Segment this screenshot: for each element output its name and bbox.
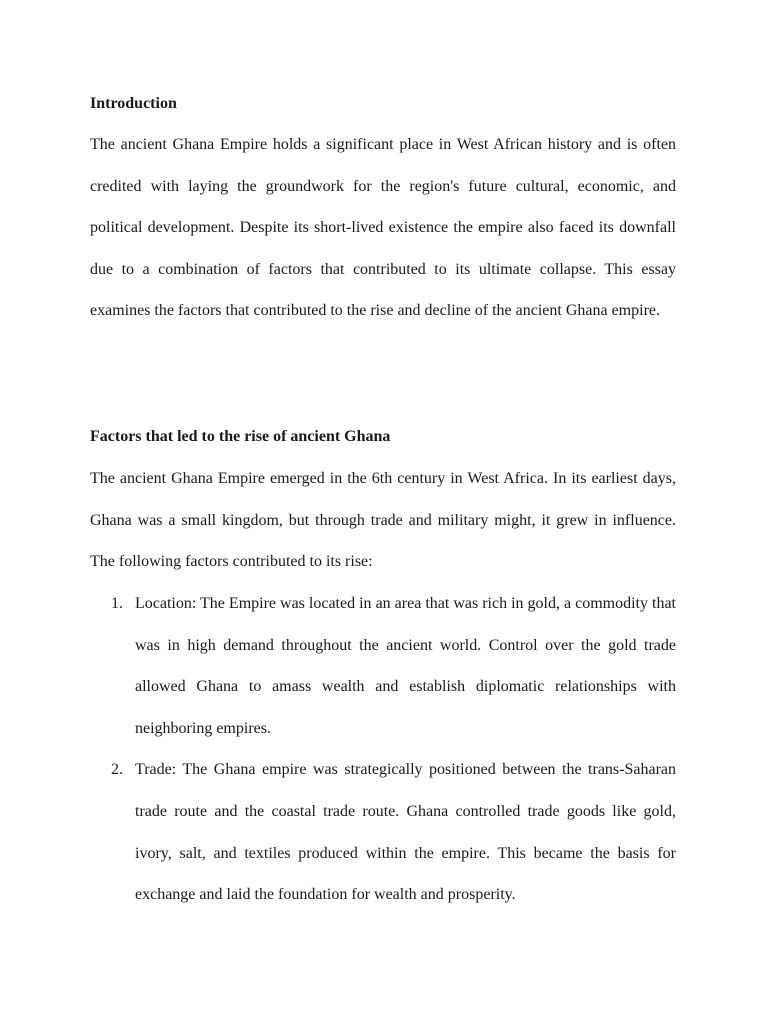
introduction-paragraph: The ancient Ghana Empire holds a significant place in West African history and is often credited with laying the groundwork for the region's future cultural, economic, and political development. Despite its short-lived existence the empire also faced its downfall due to a combination of factors that contributed to its ultimate collapse. This essay examines the factors that contributed to the rise and decline of the ancient Ghana empire.: [90, 136, 676, 320]
list-item-text: Trade: The Ghana empire was strategically positioned between the trans-Saharan trade route and the coastal trade route. Ghana controlled trade goods like gold, ivory, salt, and textiles produced within the empire. This became the basis for exchange and laid the foundation for wealth and prosperity.: [135, 761, 676, 904]
list-item: [90, 583, 676, 749]
rise-factors-list: [90, 583, 676, 916]
rise-factors-paragraph: The ancient Ghana Empire emerged in the 6th century in West Africa. In its earliest days, Ghana was a small kingdom, but through trade and military might, it grew in influence. The following factors contributed to its rise:: [90, 470, 676, 571]
list-item-number: 1.: [111, 595, 123, 612]
list-item-number: 2.: [111, 761, 123, 779]
list-item-text: Location: The Empire was located in an area that was rich in gold, a commodity that was in high demand throughout the ancient world. Control over the gold trade allowed Ghana to amass wealth and establish diplomatic relationships with neighboring empires.: [135, 595, 676, 737]
list-item: [90, 749, 676, 915]
introduction-heading: Introduction: [90, 95, 177, 112]
rise-factors-heading: Factors that led to the rise of ancient Ghana: [90, 428, 391, 445]
